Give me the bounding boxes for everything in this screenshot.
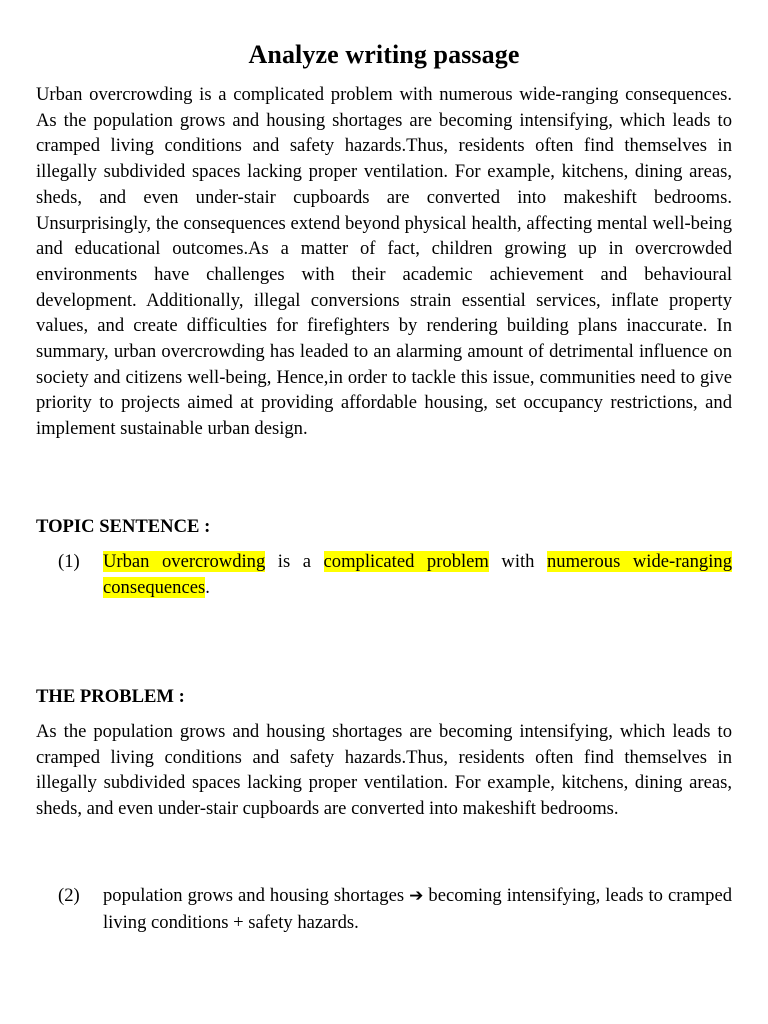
plain-text: . (205, 576, 210, 598)
summary-after-arrow: becoming intensifying, leads to cramped living conditions + safety hazards. (103, 885, 732, 933)
item-number: (2) (58, 885, 80, 906)
topic-sentence-item (58, 549, 732, 600)
topic-sentence-heading: TOPIC SENTENCE : (36, 516, 211, 537)
plain-text: with (488, 551, 547, 572)
summary-before-arrow: population grows and housing shortages (103, 885, 410, 906)
problem-summary-item (58, 883, 732, 935)
topic-sentence-text (103, 549, 732, 600)
item-number: (1) (58, 551, 80, 572)
right-arrow-icon: ➔ (409, 886, 424, 906)
passage-paragraph: Urban overcrowding is a complicated problem with numerous wide-ranging consequences. As the population grows and housing shortages are becoming intensifying, which leads to cramped living conditions and safety hazards.Thus, residents often find themselves in illegally subdivided spaces lacking proper ventilation. For example, kitchens, dining areas, sheds, and even under-stair cupboards are converted into makeshift bedrooms. Unsurprisingly, the consequences extend beyond physical health, affecting mental well-being and educational outcomes.As a matter of fact, children growing up in overcrowded environments have challenges with their academic achievement and behavioural development. Additionally, illegal conversions strain essential services, inflate property values, and create difficulties for firefighters by rendering building plans inaccurate. In summary, urban overcrowding has leaded to an alarming amount of detrimental influence on society and citizens well-being, Hence,in order to tackle this issue, communities need to give priority to projects aimed at providing affordable housing, set occupancy restrictions, and implement sustainable urban design. (36, 84, 732, 440)
highlighted-phrase: numerous wide-ranging consequences (103, 551, 732, 598)
highlighted-phrase: complicated problem (323, 551, 489, 572)
document-page (36, 0, 732, 933)
problem-summary-text (103, 883, 732, 935)
plain-text: is a (265, 551, 324, 572)
document-title: Analyze writing passage (248, 40, 520, 69)
problem-heading: THE PROBLEM : (36, 686, 185, 707)
highlighted-phrase: Urban overcrowding (103, 551, 266, 572)
problem-paragraph: As the population grows and housing shortages are becoming intensifying, which leads to cramped living conditions and safety hazards.Thus, residents often find themselves in illegally subdivided spaces lacking proper ventilation. For example, kitchens, dining areas, sheds, and even under-stair cupboards are converted into makeshift bedrooms. (36, 721, 732, 819)
